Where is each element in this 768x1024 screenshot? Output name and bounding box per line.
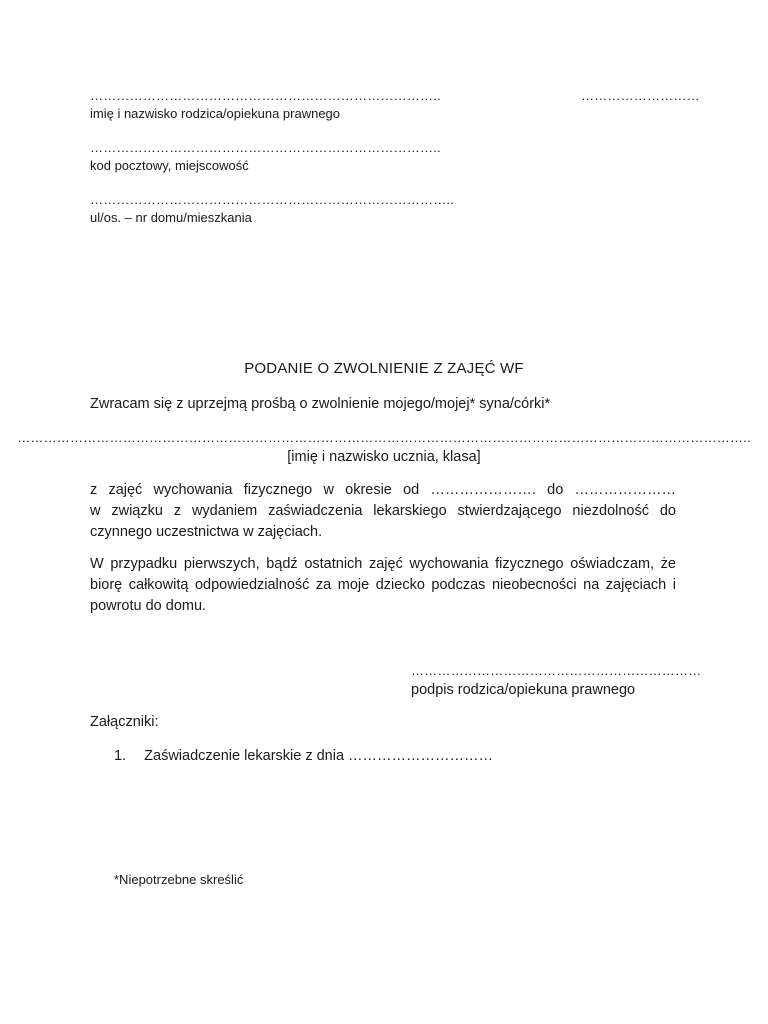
attachments-heading: Załączniki: xyxy=(90,714,159,730)
parent-name-dots: …………………………………………………………………….. xyxy=(90,88,441,103)
footnote: *Niepotrzebne skreślić xyxy=(114,872,244,887)
place-date-dots: ……………………… xyxy=(581,88,700,103)
parent-name-label: imię i nazwisko rodzica/opiekuna prawnego xyxy=(90,106,341,121)
period-word: z xyxy=(90,482,98,498)
period-word: do xyxy=(547,482,564,498)
document-title: PODANIE O ZWOLNIENIE Z ZAJĘĆ WF xyxy=(244,360,524,377)
date-from-dots: …………………. xyxy=(430,482,536,498)
street-label: ul/os. – nr domu/mieszkania xyxy=(90,210,252,225)
period-word: fizycznego xyxy=(243,482,313,498)
period-word: w xyxy=(323,482,334,498)
period-word: wychowania xyxy=(153,482,233,498)
request-intro: Zwracam się z uprzejmą prośbą o zwolnienie mojego/mojej* syna/córki* xyxy=(90,396,551,412)
period-line-1 xyxy=(90,480,676,501)
date-to-dots: ………………… xyxy=(574,482,676,498)
attachment-text: Zaświadczenie lekarskie z dnia ………………………… xyxy=(144,748,494,764)
student-name-dots: ………………………………………………………………………………………………………………………………………………….. xyxy=(17,430,751,445)
signature-dots: ………………………………………………………… xyxy=(411,663,702,678)
postal-code-dots: …………………………………………………………………….. xyxy=(90,140,441,155)
period-word: od xyxy=(403,482,420,498)
period-word: okresie xyxy=(345,482,392,498)
signature-label: podpis rodzica/opiekuna prawnego xyxy=(411,682,636,698)
attachment-item xyxy=(114,746,493,767)
period-reason: w związku z wydaniem zaświadczenia lekarskiego stwierdzającego niezdolność do czynnego uczestnictwa w zajęciach. xyxy=(90,503,676,540)
student-name-label: [imię i nazwisko ucznia, klasa] xyxy=(287,449,481,465)
attachment-number: 1. xyxy=(114,748,127,764)
period-word: zajęć xyxy=(108,482,143,498)
street-dots: ……………………………………………………………………….. xyxy=(90,192,455,207)
postal-code-label: kod pocztowy, miejscowość xyxy=(90,158,249,173)
responsibility-statement: W przypadku pierwszych, bądź ostatnich zajęć wychowania fizycznego oświadczam, że biorę całkowitą odpowiedzialność za moje dziecko podczas nieobecności na zajęciach i powrotu do domu. xyxy=(90,556,676,614)
